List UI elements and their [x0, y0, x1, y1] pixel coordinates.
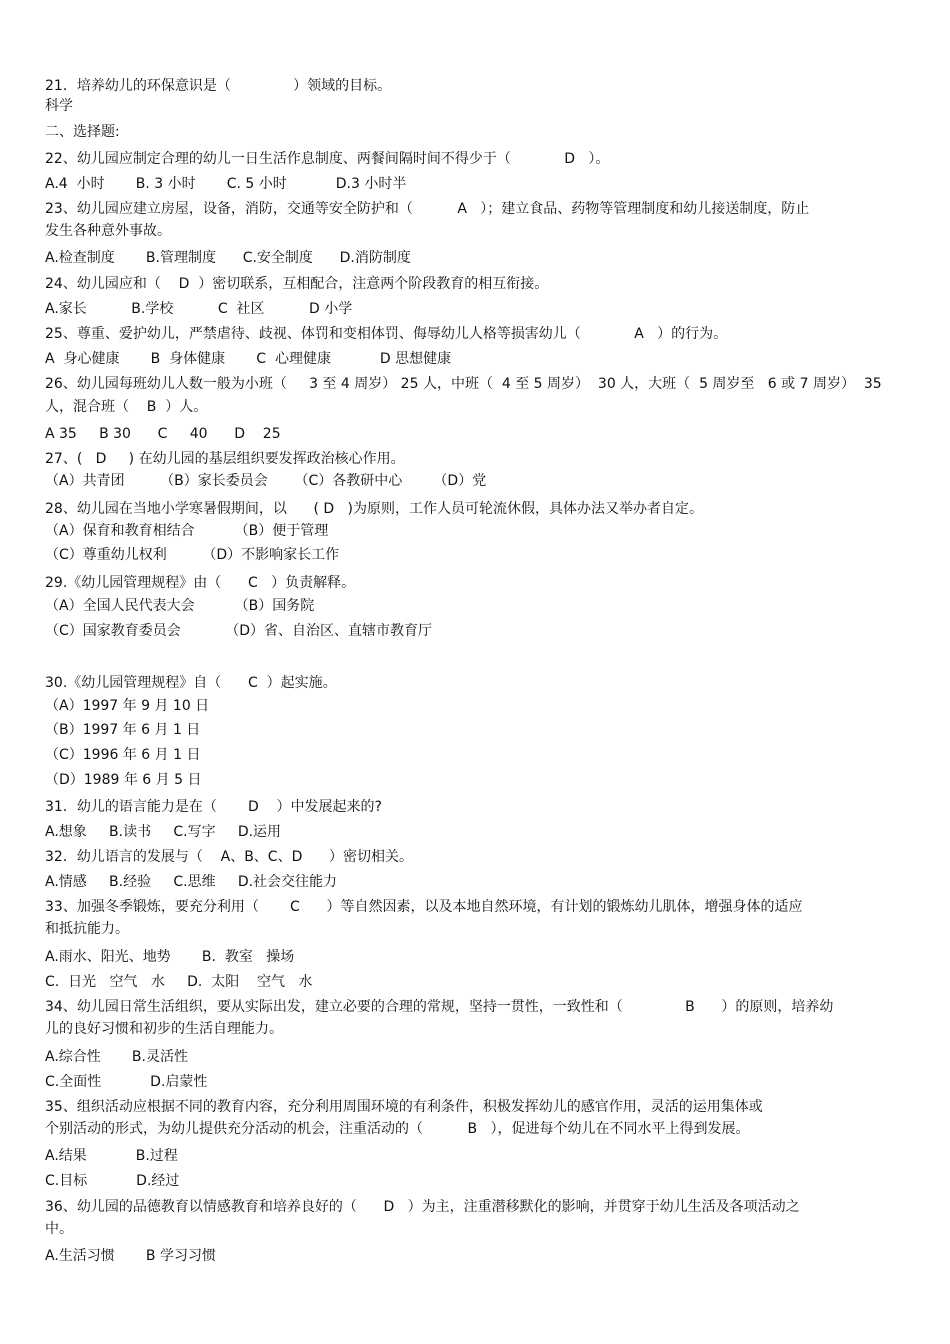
options-31: A.想象 B.读书 C.写字 D.运用: [45, 824, 282, 840]
question-34-cont: 儿的良好习惯和初步的生活自理能力。: [45, 1021, 283, 1037]
option-30-c: （C）1996 年 6 月 1 日: [45, 747, 201, 763]
question-23: 23、幼儿园应建立房屋，设备，消防，交通等安全防护和（ A ）；建立食品、药物等管理制度和幼儿接送制度，防止: [45, 201, 810, 217]
question-31: 31．幼儿的语言能力是在（ D ）中发展起来的?: [45, 799, 382, 815]
options-27: （A）共青团 （B）家长委员会 （C）各教研中心 （D）党: [45, 473, 487, 489]
question-36-cont: 中。: [45, 1221, 73, 1237]
question-29: 29.《幼儿园管理规程》由（ C ）负责解释。: [45, 575, 356, 591]
option-30-b: （B）1997 年 6 月 1 日: [45, 722, 201, 738]
options-35-ab: A.结果 B.过程: [45, 1148, 178, 1164]
option-30-a: （A）1997 年 9 月 10 日: [45, 698, 210, 714]
question-22: 22、幼儿园应制定合理的幼儿一日生活作息制度、两餐间隔时间不得少于（ D ）。: [45, 151, 610, 167]
question-26-cont: 人，混合班（ B ）人。: [45, 399, 208, 415]
question-27: 27、( D ) 在幼儿园的基层组织要发挥政治核心作用。: [45, 451, 405, 467]
options-28-ab: （A）保育和教育相结合 （B）便于管理: [45, 523, 329, 539]
question-26: 26、幼儿园每班幼儿人数一般为小班（ 3 至 4 周岁） 25 人，中班（ 4 至 5 周岁） 30 人，大班（ 5 周岁至 6 或 7 周岁） 35: [45, 376, 882, 392]
question-24: 24、幼儿园应和（ D ）密切联系，互相配合，注意两个阶段教育的相互衔接。: [45, 276, 549, 292]
options-33-cd: C. 日光 空气 水 D. 太阳 空气 水: [45, 974, 313, 990]
question-23-cont: 发生各种意外事故。: [45, 223, 171, 239]
question-33-cont: 和抵抗能力。: [45, 921, 129, 937]
options-22: A.4 小时 B. 3 小时 C. 5 小时 D.3 小时半: [45, 176, 407, 192]
section-heading: 二、选择题:: [45, 124, 120, 140]
question-21: 21．培养幼儿的环保意识是（ ）领域的目标。: [45, 78, 392, 94]
question-35: 35、组织活动应根据不同的教育内容，充分利用周围环境的有利条件，积极发挥幼儿的感官作用，灵活的运用集体或: [45, 1099, 763, 1115]
options-29-cd: （C）国家教育委员会 （D）省、自治区、直辖市教育厅: [45, 623, 433, 639]
options-34-ab: A.综合性 B.灵活性: [45, 1049, 188, 1065]
options-29-ab: （A）全国人民代表大会 （B）国务院: [45, 598, 315, 614]
options-33-ab: A.雨水、阳光、地势 B. 教室 操场: [45, 949, 295, 965]
question-28: 28、幼儿园在当地小学寒暑假期间，以 ( D )为原则，工作人员可轮流休假，具体办法又举办者自定。: [45, 501, 704, 517]
question-32: 32．幼儿语言的发展与（ A、B、C、D ）密切相关。: [45, 849, 414, 865]
options-28-cd: （C）尊重幼儿权利 （D）不影响家长工作: [45, 547, 340, 563]
options-24: A.家长 B.学校 C 社区 D 小学: [45, 301, 353, 317]
options-34-cd: C.全面性 D.启蒙性: [45, 1074, 208, 1090]
options-36: A.生活习惯 B 学习习惯: [45, 1248, 216, 1264]
options-35-cd: C.目标 D.经过: [45, 1173, 180, 1189]
answer-21: 科学: [45, 98, 73, 114]
options-23: A.检查制度 B.管理制度 C.安全制度 D.消防制度: [45, 250, 411, 266]
question-35-cont: 个别活动的形式，为幼儿提供充分活动的机会，注重活动的（ B ），促进每个幼儿在不同水平上得到发展。: [45, 1121, 750, 1137]
options-25: A 身心健康 B 身体健康 C 心理健康 D 思想健康: [45, 351, 452, 367]
question-25: 25、尊重、爱护幼儿，严禁虐待、歧视、体罚和变相体罚、侮辱幼儿人格等损害幼儿（ A ）的行为。: [45, 326, 728, 342]
options-32: A.情感 B.经验 C.思维 D.社会交往能力: [45, 874, 338, 890]
question-36: 36、幼儿园的品德教育以情感教育和培养良好的（ D ）为主，注重潜移默化的影响，并贯穿于幼儿生活及各项活动之: [45, 1199, 800, 1215]
question-34: 34、幼儿园日常生活组织，要从实际出发，建立必要的合理的常规，坚持一贯性，一致性和（ B ）的原则，培养幼: [45, 999, 834, 1015]
question-30: 30.《幼儿园管理规程》自（ C ）起实施。: [45, 675, 337, 691]
options-26: A 35 B 30 C 40 D 25: [45, 426, 281, 442]
option-30-d: （D）1989 年 6 月 5 日: [45, 772, 202, 788]
question-33: 33、加强冬季锻炼，要充分利用（ C ）等自然因素，以及本地自然环境，有计划的锻炼幼儿肌体，增强身体的适应: [45, 899, 803, 915]
